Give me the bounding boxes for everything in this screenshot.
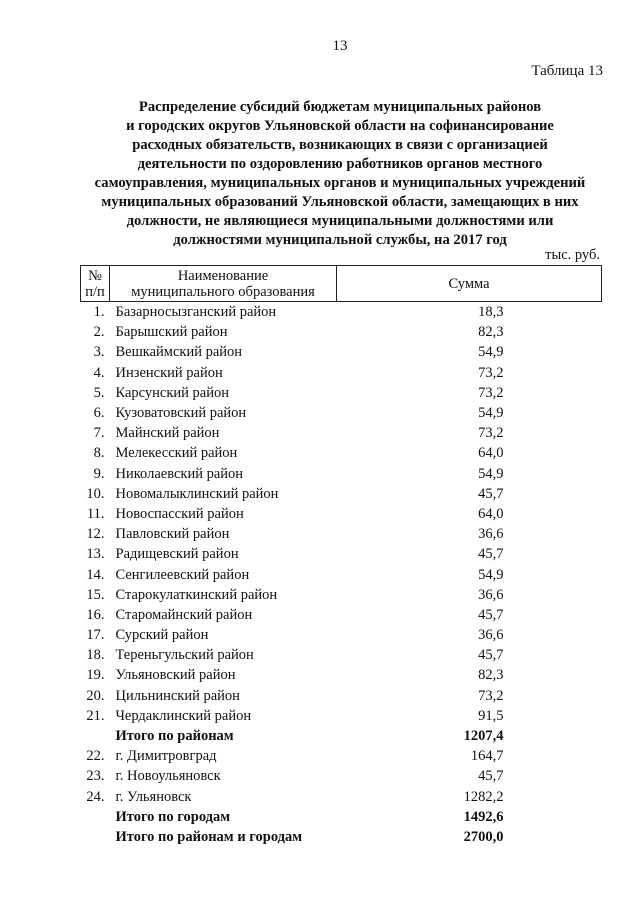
row-number: 2. — [93, 324, 105, 341]
total-row — [81, 726, 602, 746]
row-sum: 54,9 — [478, 405, 504, 422]
table-row — [81, 504, 602, 524]
row-sum: 45,7 — [478, 546, 504, 563]
title-line: должности, не являющиеся муниципальными должностями или — [126, 213, 554, 229]
header-number — [81, 266, 110, 302]
table-row — [81, 766, 602, 786]
title-line: самоуправления, муниципальных органов и муниципальных учреждений — [94, 175, 586, 191]
table-row — [81, 322, 602, 342]
row-sum: 64,0 — [478, 445, 504, 462]
table-row — [81, 686, 602, 706]
row-sum: 164,7 — [470, 748, 504, 765]
row-sum: 73,2 — [478, 687, 504, 704]
row-number: 11. — [86, 505, 105, 522]
table-row — [81, 746, 602, 766]
table-row — [81, 544, 602, 564]
row-number: 6. — [93, 405, 105, 422]
row-number: 7. — [93, 425, 105, 442]
row-number — [81, 827, 110, 847]
row-sum: 82,3 — [478, 324, 504, 341]
table-row — [81, 787, 602, 807]
row-name: Сенгилеевский район — [115, 566, 250, 583]
row-sum: 45,7 — [478, 647, 504, 664]
row-number: 4. — [93, 364, 105, 381]
row-sum: 73,2 — [478, 425, 504, 442]
page-number: 13 — [332, 38, 348, 54]
row-number: 3. — [93, 344, 105, 361]
row-number: 23. — [86, 768, 105, 785]
row-name: Новоспасский район — [115, 505, 244, 522]
total-row — [81, 807, 602, 827]
row-number: 5. — [93, 384, 105, 401]
table-row — [81, 403, 602, 423]
row-number: 24. — [86, 788, 105, 805]
row-sum: 73,2 — [478, 384, 504, 401]
table-row — [81, 585, 602, 605]
row-number: 12. — [86, 526, 105, 543]
row-number: 19. — [86, 667, 105, 684]
row-number: 20. — [86, 687, 105, 704]
row-sum: 18,3 — [478, 304, 504, 321]
row-number: 1. — [93, 304, 105, 321]
table-row — [81, 524, 602, 544]
table-row — [81, 706, 602, 726]
table-row — [81, 363, 602, 383]
table-row — [81, 605, 602, 625]
header-name-line2: муниципального образования — [131, 283, 315, 300]
header-sum: Сумма — [337, 266, 602, 302]
title-line: муниципальных образований Ульяновской области, замещающих в них — [101, 194, 579, 210]
row-name: Карсунский район — [115, 384, 230, 401]
total-row — [81, 827, 602, 847]
row-sum: 36,6 — [478, 586, 504, 603]
table-header-row — [81, 266, 602, 302]
row-number: 10. — [86, 485, 105, 502]
row-number: 9. — [93, 465, 105, 482]
header-name — [110, 266, 337, 302]
row-number — [81, 726, 110, 746]
row-name: Ульяновский район — [115, 667, 236, 684]
title-line: расходных обязательств, возникающих в связи с организацией — [132, 137, 548, 153]
row-name: г. Димитровград — [115, 748, 217, 765]
table-row — [81, 645, 602, 665]
table-body — [81, 302, 602, 848]
table-row — [81, 342, 602, 362]
row-name: Старокулаткинский район — [115, 586, 278, 603]
row-number: 21. — [86, 707, 105, 724]
table-label: Таблица 13 — [531, 63, 603, 79]
row-name: Итого по районам — [115, 728, 234, 745]
row-number: 17. — [86, 627, 105, 644]
document-title — [70, 98, 610, 250]
table-row — [81, 564, 602, 584]
row-name: Старомайнский район — [115, 606, 253, 623]
table-row — [81, 665, 602, 685]
row-sum: 82,3 — [478, 667, 504, 684]
row-name: Чердаклинский район — [115, 707, 252, 724]
row-name: Павловский район — [115, 526, 230, 543]
row-sum: 2700,0 — [463, 828, 504, 845]
row-sum: 1492,6 — [463, 808, 504, 825]
row-sum: 54,9 — [478, 465, 504, 482]
row-sum: 45,7 — [478, 768, 504, 785]
row-number: 15. — [86, 586, 105, 603]
row-sum: 54,9 — [478, 566, 504, 583]
row-name: Майнский район — [115, 425, 220, 442]
row-number: 16. — [86, 606, 105, 623]
row-number: 22. — [86, 748, 105, 765]
table-row — [81, 383, 602, 403]
row-name: Базарносызганский район — [115, 304, 277, 321]
table-row — [81, 625, 602, 645]
row-sum: 45,7 — [478, 606, 504, 623]
row-name: Кузоватовский район — [115, 405, 247, 422]
row-name: Итого по районам и городам — [115, 828, 303, 845]
header-number-line2: п/п — [85, 283, 105, 300]
row-number: 14. — [86, 566, 105, 583]
row-name: Тереньгульский район — [115, 647, 254, 664]
row-name: Сурский район — [115, 627, 209, 644]
table-row — [81, 464, 602, 484]
row-sum: 73,2 — [478, 364, 504, 381]
row-name: Новомалыклинский район — [115, 485, 279, 502]
table-row — [81, 423, 602, 443]
row-name: Вешкаймский район — [115, 344, 243, 361]
row-name: г. Ульяновск — [115, 788, 192, 805]
row-sum: 1282,2 — [463, 788, 504, 805]
title-line: и городских округов Ульяновской области на софинансирование — [126, 118, 554, 134]
title-line: должностями муниципальной службы, на 2017 год — [173, 232, 507, 248]
header-number-line1: № — [88, 267, 102, 284]
row-name: Барышский район — [115, 324, 228, 341]
row-number: 18. — [86, 647, 105, 664]
table-row — [81, 443, 602, 463]
row-name: Цильнинский район — [115, 687, 240, 704]
units-label: тыс. руб. — [545, 247, 600, 263]
row-sum: 36,6 — [478, 627, 504, 644]
table-row — [81, 302, 602, 323]
subsidy-table — [80, 265, 602, 847]
title-line: деятельности по оздоровлению работников органов местного — [137, 156, 543, 172]
row-name: Мелекесский район — [115, 445, 238, 462]
row-sum: 45,7 — [478, 485, 504, 502]
row-number: 8. — [93, 445, 105, 462]
row-sum: 1207,4 — [463, 728, 504, 745]
row-sum: 54,9 — [478, 344, 504, 361]
row-name: Инзенский район — [115, 364, 223, 381]
header-name-line1: Наименование — [177, 267, 269, 284]
row-name: Николаевский район — [115, 465, 244, 482]
row-sum: 91,5 — [478, 707, 504, 724]
row-sum: 64,0 — [478, 505, 504, 522]
row-number — [81, 807, 110, 827]
title-line: Распределение субсидий бюджетам муниципальных районов — [138, 99, 542, 115]
table-row — [81, 484, 602, 504]
row-name: г. Новоульяновск — [115, 768, 221, 785]
row-sum: 36,6 — [478, 526, 504, 543]
row-name: Радищевский район — [115, 546, 239, 563]
row-name: Итого по городам — [115, 808, 231, 825]
row-number: 13. — [86, 546, 105, 563]
